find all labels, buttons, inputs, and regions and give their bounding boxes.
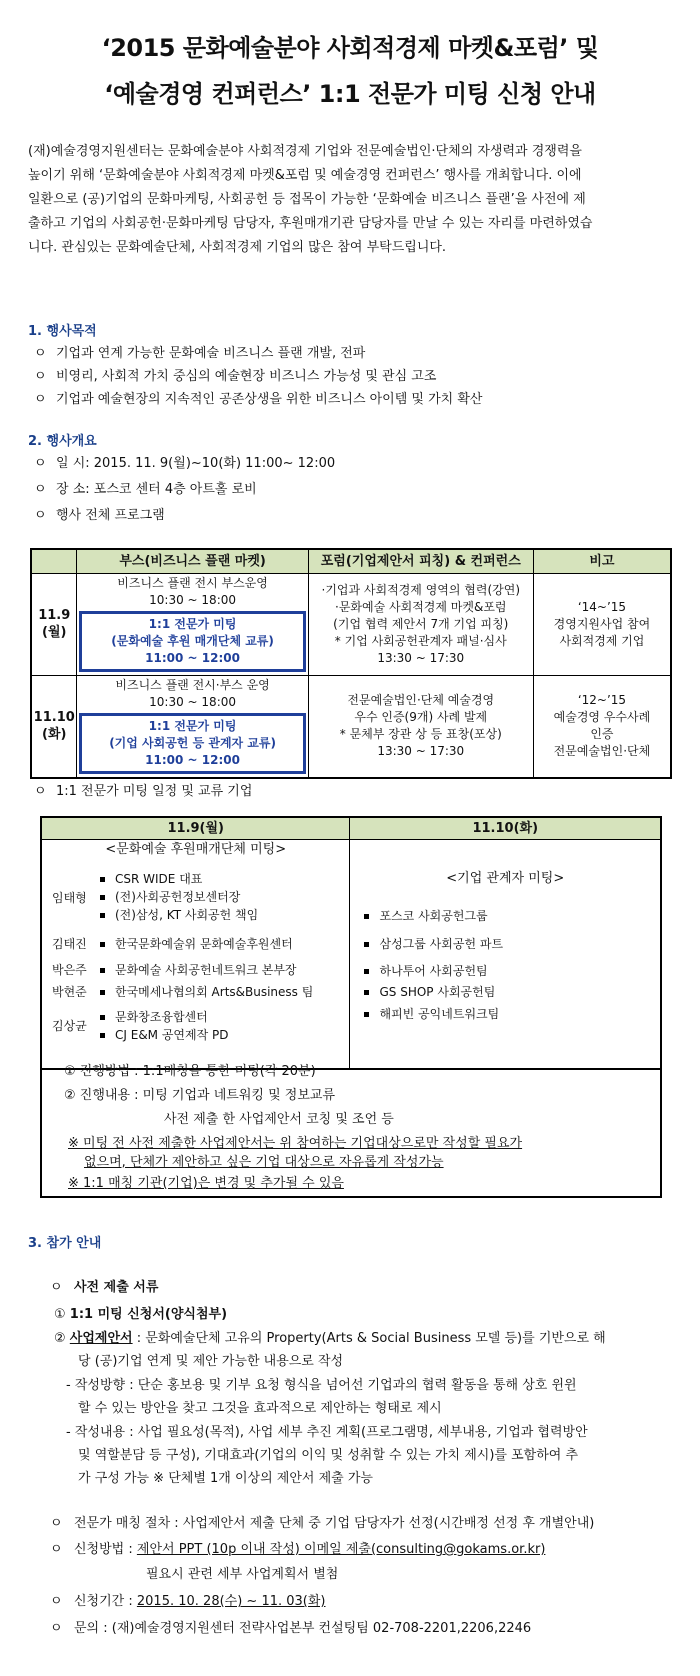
expert-role: 한국메세나협의회 Arts&Business 팀	[100, 984, 313, 1001]
day1-note: ‘14~’15 경영지원사업 참여 사회적경제 기업	[533, 573, 671, 675]
company-item: 해피빈 공익네트워크팀	[364, 1006, 499, 1023]
program-table	[30, 548, 672, 779]
direction: - 작성방향 : 단순 홍보용 및 기부 요청 형식을 넘어선 기업과의 협력 활동을 통해 상호 윈윈	[66, 1378, 577, 1393]
expert-role: 한국문화예술위 문화예술후원센터	[100, 936, 293, 953]
title-line-1: ‘2015 문화예술분야 사회적경제 마켓&포럼’ 및	[101, 34, 599, 62]
day1-forum: ·기업과 사회적경제 영역의 협력(강연) ·문화예술 사회적경제 마켓&포럼 (기업 협력 제안서 7개 기업 피칭) * 기업 사회공헌관계자 패널·심사 13:30 ~ 17:30	[308, 573, 533, 675]
expert-name: 박은주	[52, 962, 87, 977]
section1-heading: 1. 행사목적	[28, 324, 97, 339]
bullet-mark: ㅇ	[34, 456, 47, 471]
day2-meeting-box: 1:1 전문가 미팅 (기업 사회공헌 등 관계자 교류) 11:00 ~ 12:00	[79, 713, 305, 774]
table-header: 비고	[533, 549, 671, 573]
bullet-mark: ㅇ	[34, 346, 47, 361]
company-item: 포스코 사회공헌그룹	[364, 908, 487, 925]
bullet-mark: ㅇ	[34, 784, 47, 799]
meeting-schedule-label: ㅇ 1:1 전문가 미팅 일정 및 교류 기업	[34, 780, 252, 799]
day2-date: 11.10 (화)	[31, 675, 77, 778]
bullet-mark: ㅇ	[34, 508, 47, 523]
intro-line: (재)예술경영지원센터는 문화예술분야 사회적경제 기업와 전문예술법인·단체의 자생력과 경쟁력을	[28, 144, 582, 159]
process-box	[40, 1052, 662, 1198]
intro-line: 니다. 관심있는 문화예술단체, 사회적경제 기업의 많은 참여 부탁드립니다.	[28, 240, 447, 255]
meeting-col2-header: 11.10(화)	[350, 817, 661, 839]
meeting-col1-header: 11.9(월)	[41, 817, 350, 839]
matching-procedure: ㅇ 전문가 매칭 절차 : 사업제안서 제출 단체 중 기업 담당자가 선정(시간배정 선정 후 개별안내)	[50, 1516, 595, 1531]
purpose-item: ㅇ 기업과 연계 가능한 문화예술 비즈니스 플랜 개발, 전파	[34, 342, 365, 361]
bullet-mark: ㅇ	[34, 482, 47, 497]
intro-line: 출하고 기업의 사회공헌·문화마케팅 담당자, 후원매개기관 담당자를 만날 수 있는 자리를 마련하였습	[28, 216, 593, 231]
bullet-mark: ㅇ	[34, 392, 47, 407]
day2-forum: 전문예술법인·단체 예술경영 우수 인증(9개) 사례 발제 * 문체부 장관 상 등 표창(포상) 13:30 ~ 17:30	[308, 675, 533, 778]
direction-cont: 할 수 있는 방안을 찾고 그것을 효과적으로 제안하는 형태로 제시	[78, 1401, 442, 1416]
expert-name: 박현준	[52, 984, 87, 999]
companies-subheading: <기업 관계자 미팅>	[446, 870, 565, 886]
table-header	[31, 549, 77, 573]
process-note-2: ※ 1:1 매칭 기관(기업)은 변경 및 추가될 수 있음	[68, 1176, 344, 1191]
event-program: ㅇ 행사 전체 프로그램	[34, 504, 165, 523]
docs-heading: ㅇ 사전 제출 서류	[50, 1280, 159, 1295]
section2-heading: 2. 행사개요	[28, 434, 97, 449]
title-line-2: ‘예술경영 컨퍼런스’ 1:1 전문가 미팅 신청 안내	[104, 80, 596, 108]
expert-role: 문화창조융합센터	[100, 1009, 208, 1026]
expert-role: CSR WIDE 대표	[100, 871, 202, 888]
day2-note: ‘12~’15 예술경영 우수사례 인증 전문예술법인·단체	[533, 675, 671, 778]
doc2-cont: 당 (공)기업 연계 및 제안 가능한 내용으로 작성	[78, 1354, 344, 1369]
contents: - 작성내용 : 사업 필요성(목적), 사업 세부 추진 계획(프로그램명, 세부내용, 기업과 협력방안	[66, 1425, 588, 1440]
companies-cell	[350, 839, 661, 1069]
intro-line: 일환으로 (공)기업의 문화마케팅, 사회공헌 등 접목이 가능한 ‘문화예술 비즈니스 플랜’을 사전에 제	[28, 192, 586, 207]
event-date: ㅇ 일 시: 2015. 11. 9(월)~10(화) 11:00~ 12:00	[34, 452, 335, 471]
expert-name: 임태형	[52, 890, 87, 905]
process-content-2: 사전 제출 한 사업제안서 코칭 및 조언 등	[164, 1112, 394, 1127]
company-item: 삼성그룹 사회공헌 파트	[364, 936, 503, 953]
process-content: ② 진행내용 : 미팅 기업과 네트워킹 및 정보교류	[64, 1088, 336, 1103]
expert-role: (전)삼성, KT 사회공헌 책임	[100, 907, 258, 924]
section3-heading: 3. 참가 안내	[28, 1236, 102, 1251]
expert-name: 김상균	[52, 1018, 87, 1033]
company-item: 하나투어 사회공헌팀	[364, 963, 487, 980]
process-note-1: ※ 미팅 전 사전 제출한 사업제안서는 위 참여하는 기업대상으로만 작성할 필요가	[68, 1136, 523, 1151]
event-place: ㅇ 장 소: 포스코 센터 4층 아트홀 로비	[34, 478, 257, 497]
doc1: ① 1:1 미팅 신청서(양식첨부)	[54, 1307, 228, 1322]
bullet-mark: ㅇ	[34, 369, 47, 384]
day1-booth: 비즈니스 플랜 전시 부스운영 10:30 ~ 18:00 1:1 전문가 미팅 (문화예술 후원 매개단체 교류) 11:00 ~ 12:00	[77, 573, 308, 675]
expert-role: 문화예술 사회공헌네트워크 본부장	[100, 962, 297, 979]
day1-date: 11.9 (월)	[31, 573, 77, 675]
apply-method: ㅇ 신청방법 : 제안서 PPT (10p 이내 작성) 이메일 제출(consulting@gokams.or.kr)	[50, 1542, 546, 1557]
expert-name: 김태진	[52, 936, 87, 951]
experts-cell	[41, 839, 350, 1069]
purpose-item: ㅇ 비영리, 사회적 가치 중심의 예술현장 비즈니스 가능성 및 관심 고조	[34, 365, 436, 384]
contents-cont: 및 역할분담 등 구성), 기대효과(기업의 이익 및 성취할 수 있는 가치 제시)를 포함하여 추	[78, 1448, 579, 1463]
expert-role: CJ E&M 공연제작 PD	[100, 1027, 229, 1044]
table-header: 포럼(기업제안서 피칭) & 컨퍼런스	[308, 549, 533, 573]
purpose-item: ㅇ 기업과 예술현장의 지속적인 공존상생을 위한 비즈니스 아이템 및 가치 확산	[34, 388, 483, 407]
contact: ㅇ 문의 : (재)예술경영지원센터 전략사업본부 컨설팅팀 02-708-2201,2206,2246	[50, 1621, 532, 1636]
contents-cont: 가 구성 가능 ※ 단체별 1개 이상의 제안서 제출 가능	[78, 1471, 373, 1486]
apply-period: ㅇ 신청기간 : 2015. 10. 28(수) ~ 11. 03(화)	[50, 1594, 326, 1609]
day1-meeting-box: 1:1 전문가 미팅 (문화예술 후원 매개단체 교류) 11:00 ~ 12:00	[79, 611, 305, 672]
process-method: ① 진행방법 : 1:1매칭을 통한 미팅(각 20분)	[64, 1064, 316, 1079]
meeting-table	[40, 816, 662, 1070]
company-item: GS SHOP 사회공헌팀	[364, 984, 495, 1001]
intro-paragraph	[28, 140, 672, 260]
table-header: 부스(비즈니스 플랜 마켓)	[77, 549, 308, 573]
intro-line: 높이기 위해 ‘문화예술분야 사회적경제 마켓&포럼 및 예술경영 컨퍼런스’ 행사를 개최합니다. 이에	[28, 168, 582, 183]
experts-subheading: <문화예술 후원매개단체 미팅>	[105, 841, 287, 857]
doc2: ② 사업제안서 : 문화예술단체 고유의 Property(Arts & Social Business 모델 등)를 기반으로 해	[54, 1331, 606, 1346]
day2-booth: 비즈니스 플랜 전시·부스 운영 10:30 ~ 18:00 1:1 전문가 미팅 (기업 사회공헌 등 관계자 교류) 11:00 ~ 12:00	[77, 675, 308, 778]
expert-role: (전)사회공헌정보센터장	[100, 889, 240, 906]
process-note-1b: 없으며, 단체가 제안하고 싶은 기업 대상으로 자유롭게 작성가능	[84, 1155, 444, 1170]
apply-method-2: 필요시 관련 세부 사업계획서 별첨	[146, 1567, 339, 1582]
